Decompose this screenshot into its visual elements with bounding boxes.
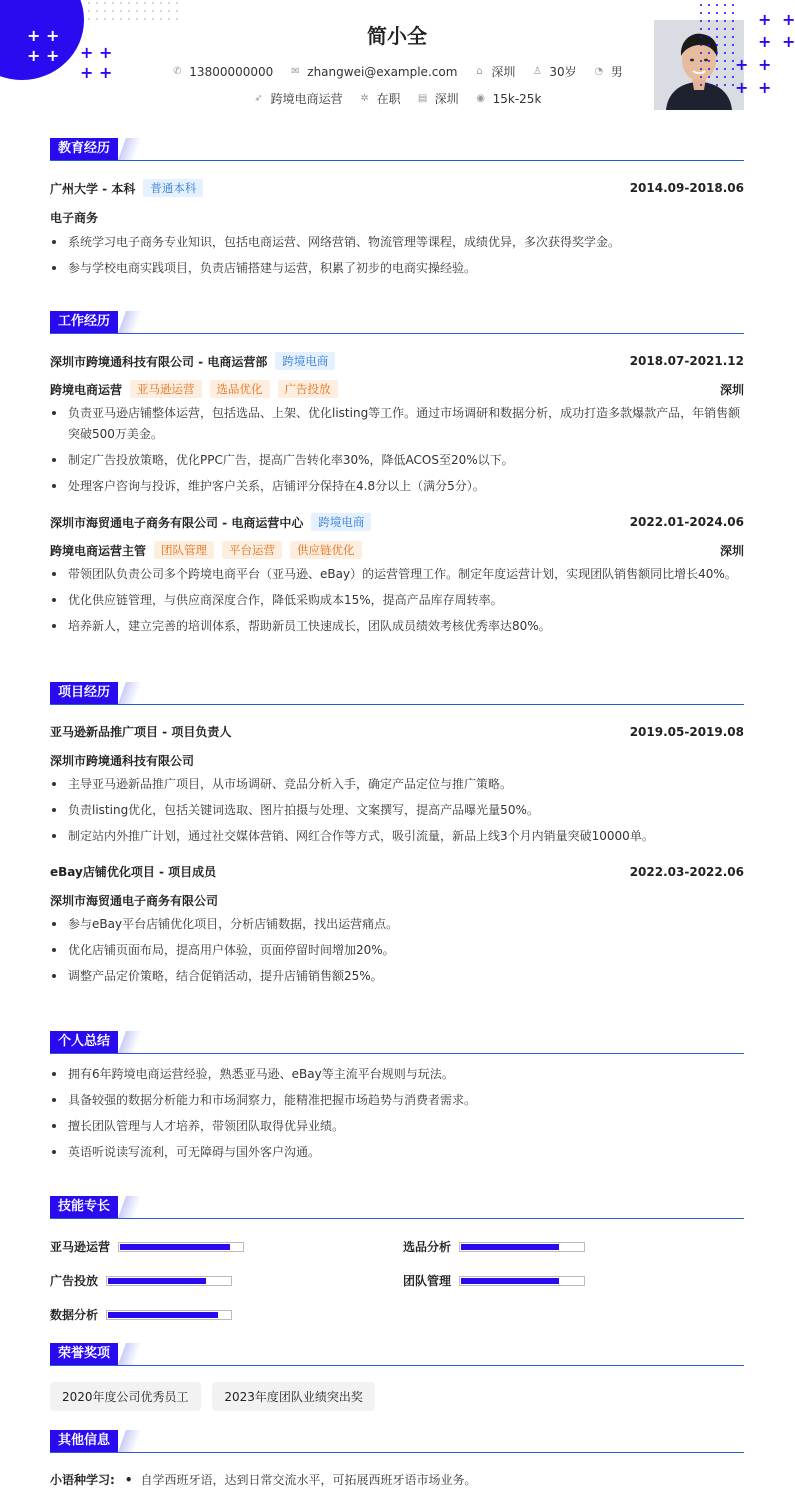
target-job-text: 跨境电商运营 [270,92,343,106]
dot-decoration [128,2,130,4]
skill-name: 选品分析 [403,1240,452,1254]
section-header [50,1195,744,1219]
work-role-row [50,380,744,398]
education-section [50,137,744,279]
dot-decoration [716,52,718,54]
major-row [50,209,744,226]
dot-decoration [700,84,702,86]
dot-decoration [708,20,710,22]
dot-decoration [88,2,90,4]
dot-decoration [724,4,726,6]
dot-pattern-decoration [88,2,178,20]
skill-bar [106,1276,232,1286]
dot-pattern-decoration [700,4,734,86]
section-title-decoration [118,1343,142,1365]
candidate-name: 简小全 [367,24,427,48]
project-date: 2019.05-2019.08 [629,724,744,739]
list-item: 主导亚马逊新品推广项目，从市场调研、竞品分析入手，确定产品定位与推广策略。 [50,774,744,795]
skill-bar [118,1242,244,1252]
project-title: 亚马逊新品推广项目 - 项目负责人 [50,725,232,739]
dot-decoration [708,52,710,54]
dot-decoration [700,20,702,22]
list-item: 负责亚马逊店铺整体运营，包括选品、上架、优化listing等工作。通过市场调研和数据分析，成功打造多款爆款产品，年销售额突破500万美金。 [50,403,744,445]
dot-decoration [152,10,154,12]
project-bullets [50,774,744,847]
education-bullets [50,232,744,279]
dot-decoration [732,76,734,78]
plus-decoration-icon: + [735,55,749,74]
dot-decoration [112,2,114,4]
dot-decoration [700,12,702,14]
dot-decoration [708,76,710,78]
city-item [473,63,515,80]
section-header [50,1429,744,1453]
plus-decoration-icon: + [99,63,113,82]
dot-decoration [724,12,726,14]
industry-tag: 跨境电商 [311,513,371,531]
work-bullets [50,403,744,497]
list-item: 擅长团队管理与人才培养，带领团队取得优异业绩。 [50,1116,744,1137]
plus-decoration-icon: + [80,63,94,82]
dot-decoration [708,68,710,70]
dot-decoration [160,2,162,4]
project-title: eBay店铺优化项目 - 项目成员 [50,865,217,879]
dot-decoration [160,10,162,12]
dot-decoration [732,84,734,86]
dot-decoration [732,4,734,6]
dot-decoration [732,68,734,70]
section-title: 工作经历 [50,311,118,333]
email-item [289,63,457,80]
list-item: 调整产品定价策略，结合促销活动，提升店铺销售额25%。 [50,966,744,987]
skill-tag: 选品优化 [210,380,270,398]
work-entry-header [50,513,744,531]
dot-decoration [96,2,98,4]
skill-bar [459,1276,585,1286]
education-date: 2014.09-2018.06 [629,181,744,195]
plus-decoration-icon: + [46,46,60,65]
section-title-decoration [118,1031,142,1053]
dot-decoration [700,28,702,30]
phone-item [171,63,273,80]
list-item: 系统学习电子商务专业知识，包括电商运营、网络营销、物流管理等课程，成绩优异，多次获得奖学金。 [50,232,744,253]
plus-decoration-icon: + [758,32,772,51]
dot-decoration [708,12,710,14]
skill-tag: 平台运营 [222,541,282,559]
dot-decoration [700,52,702,54]
section-title: 技能专长 [50,1196,118,1218]
dot-decoration [724,84,726,86]
section-title-decoration [118,1196,142,1218]
company-name: 深圳市海贸通电子商务有限公司 - 电商运营中心 [50,515,304,530]
skill-bar-fill [108,1312,218,1318]
dot-decoration [168,10,170,12]
section-title: 项目经历 [50,682,118,704]
target-job-item [253,90,343,107]
award-badge: 2023年度团队业绩突出奖 [212,1382,375,1411]
gender-icon: ◔ [594,66,604,77]
dot-decoration [716,36,718,38]
summary-bullets [50,1064,744,1163]
dot-decoration [732,52,734,54]
work-date: 2018.07-2021.12 [629,354,744,368]
dot-decoration [724,52,726,54]
list-item: 负责listing优化，包括关键词选取、图片拍摄与处理、文案撰写，提高产品曝光量50%。 [50,800,744,821]
gender-text: 男 [610,65,623,79]
salary-text: 15k-25k [492,91,542,106]
status-item [359,90,401,107]
dot-decoration [700,44,702,46]
skill-name: 团队管理 [403,1274,452,1288]
project-header [50,863,744,880]
work-bullets [50,564,744,637]
plus-decoration-icon: + [27,26,41,45]
list-item: 培养新人，建立完善的培训体系，帮助新员工快速成长，团队成员绩效考核优秀率达80%。 [50,616,744,637]
plus-decoration-icon: + [758,55,772,74]
dot-decoration [104,2,106,4]
section-header [50,1030,744,1054]
skill-bar-fill [108,1278,206,1284]
dot-decoration [708,36,710,38]
skill-item [403,1238,585,1255]
section-title: 教育经历 [50,138,118,160]
list-item: 参与学校电商实践项目，负责店铺搭建与运营，积累了初步的电商实操经验。 [50,258,744,279]
job-icon: ➶ [254,93,263,104]
email-text: zhangwei@example.com [307,64,458,79]
dot-decoration [128,10,130,12]
dot-decoration [708,4,710,6]
section-title-decoration [118,682,142,704]
dot-decoration [724,28,726,30]
skill-tag: 供应链优化 [290,541,362,559]
dot-decoration [120,10,122,12]
list-item: 优化供应链管理，与供应商深度合作，降低采购成本15%，提高产品库存周转率。 [50,590,744,611]
dot-decoration [700,60,702,62]
phone-icon: ✆ [173,66,182,77]
dot-decoration [716,44,718,46]
skills-section [50,1195,744,1219]
list-item: 制定站内外推广计划，通过社交媒体营销、网红合作等方式，吸引流量，新品上线3个月内销量突破10000单。 [50,826,744,847]
dot-decoration [724,20,726,22]
dot-decoration [716,60,718,62]
dot-decoration [176,10,178,12]
plus-decoration-icon: + [735,78,749,97]
awards-section [50,1342,744,1411]
project-section [50,681,744,987]
section-header [50,1342,744,1366]
other-info-row [50,1471,744,1488]
skill-bar-fill [461,1244,559,1250]
industry-tag: 跨境电商 [275,352,335,370]
status-icon: ✲ [360,93,369,104]
salary-icon: ◉ [476,93,485,104]
education-header [50,179,744,197]
phone-text: 13800000000 [189,64,274,79]
project-date: 2022.03-2022.06 [629,864,744,879]
work-date: 2022.01-2024.06 [629,515,744,529]
gender-item [593,63,623,80]
plus-decoration-icon: + [782,10,795,29]
dot-decoration [700,76,702,78]
skill-tag: 团队管理 [154,541,214,559]
dot-decoration [732,20,734,22]
dot-decoration [716,68,718,70]
skill-tag: 广告投放 [278,380,338,398]
dot-decoration [176,2,178,4]
dot-decoration [708,44,710,46]
dot-decoration [144,2,146,4]
dot-decoration [724,44,726,46]
age-item [531,63,576,80]
section-title-decoration [118,311,142,333]
dot-decoration [144,10,146,12]
skill-item [50,1306,232,1323]
dot-decoration [724,68,726,70]
skill-item [403,1272,585,1289]
dot-decoration [136,2,138,4]
project-org: 深圳市海贸通电子商务有限公司 [50,894,219,908]
dot-decoration [716,4,718,6]
skill-name: 亚马逊运营 [50,1240,111,1254]
job-role: 跨境电商运营 [50,382,123,397]
dot-decoration [700,68,702,70]
list-item: 英语听说读写流利，可无障碍与国外客户沟通。 [50,1142,744,1163]
section-title: 个人总结 [50,1031,118,1053]
dot-decoration [700,4,702,6]
dot-decoration [732,36,734,38]
major: 电子商务 [50,211,99,225]
section-title: 其他信息 [50,1430,118,1452]
list-item: 制定广告投放策略，优化PPC广告，提高广告转化率30%，降低ACOS至20%以下。 [50,450,744,471]
plus-decoration-icon: + [27,46,41,65]
skill-item [50,1272,232,1289]
plus-decoration-icon: + [758,78,772,97]
dot-decoration [724,76,726,78]
bullet-dot: • [124,1472,133,1487]
plus-decoration-icon: + [758,10,772,29]
dot-decoration [724,60,726,62]
other-label: 小语种学习: [50,1473,115,1487]
dot-decoration [724,36,726,38]
dot-decoration [716,20,718,22]
dot-decoration [136,10,138,12]
work-section [50,310,744,637]
section-header [50,310,744,334]
location-icon: ⌂ [476,66,483,77]
project-org-row [50,752,744,769]
dot-decoration [168,2,170,4]
list-item: 具备较强的数据分析能力和市场洞察力，能精准把握市场趋势与消费者需求。 [50,1090,744,1111]
dot-decoration [112,10,114,12]
other-section [50,1429,744,1488]
age-icon: ♙ [532,66,542,77]
plus-decoration-icon: + [782,32,795,51]
city-text: 深圳 [491,65,516,79]
work-location: 深圳 [719,382,744,397]
target-city-item [417,90,459,107]
job-role: 跨境电商运营主管 [50,543,147,558]
work-role-row [50,541,744,559]
dot-decoration [120,2,122,4]
work-location: 深圳 [719,543,744,558]
project-bullets [50,914,744,987]
section-title-decoration [118,1430,142,1452]
dot-decoration [708,84,710,86]
project-org: 深圳市跨境通科技有限公司 [50,754,195,768]
awards-list [50,1382,744,1411]
section-header [50,137,744,161]
work-entry-header [50,352,744,370]
degree-tag: 普通本科 [143,179,203,197]
dot-decoration [708,28,710,30]
skill-name: 广告投放 [50,1274,99,1288]
company-name: 深圳市跨境通科技有限公司 - 电商运营部 [50,354,268,369]
section-header [50,681,744,705]
dot-decoration [732,60,734,62]
dot-decoration [708,60,710,62]
dot-decoration [732,12,734,14]
skill-bar-fill [120,1244,230,1250]
skill-bar-fill [461,1278,559,1284]
dot-decoration [700,36,702,38]
list-item: 拥有6年跨境电商运营经验，熟悉亚马逊、eBay等主流平台规则与玩法。 [50,1064,744,1085]
skill-item [50,1238,244,1255]
dot-decoration [96,10,98,12]
skill-bar [106,1310,232,1320]
age-text: 30岁 [549,65,577,79]
dot-decoration [716,28,718,30]
other-text: 自学西班牙语，达到日常交流水平，可拓展西班牙语市场业务。 [140,1473,477,1487]
project-header [50,723,744,740]
section-title-decoration [118,138,142,160]
dot-decoration [152,2,154,4]
award-badge: 2020年度公司优秀员工 [50,1382,201,1411]
dot-decoration [88,10,90,12]
email-icon: ✉ [291,66,300,77]
skill-tag: 亚马逊运营 [130,380,202,398]
project-org-row [50,892,744,909]
dot-decoration [716,84,718,86]
list-item: 处理客户咨询与投诉，维护客户关系，店铺评分保持在4.8分以上（满分5分）。 [50,476,744,497]
dot-decoration [104,10,106,12]
list-item: 优化店铺页面布局，提高用户体验，页面停留时间增加20%。 [50,940,744,961]
skill-name: 数据分析 [50,1308,99,1322]
dot-decoration [732,28,734,30]
target-city-text: 深圳 [434,92,459,106]
school-name: 广州大学 - 本科 [50,181,136,196]
plus-decoration-icon: + [99,43,113,62]
summary-section [50,1030,744,1163]
list-item: 参与eBay平台店铺优化项目，分析店铺数据，找出运营痛点。 [50,914,744,935]
dot-decoration [732,44,734,46]
dot-decoration [716,76,718,78]
plus-decoration-icon: + [80,43,94,62]
status-text: 在职 [376,92,401,106]
plus-decoration-icon: + [46,26,60,45]
dot-decoration [716,12,718,14]
skill-bar [459,1242,585,1252]
salary-item [475,90,542,107]
city-icon: ▤ [417,93,428,104]
section-title: 荣誉奖项 [50,1343,118,1365]
list-item: 带领团队负责公司多个跨境电商平台（亚马逊、eBay）的运营管理工作。制定年度运营计划，实现团队销售额同比增长40%。 [50,564,744,585]
